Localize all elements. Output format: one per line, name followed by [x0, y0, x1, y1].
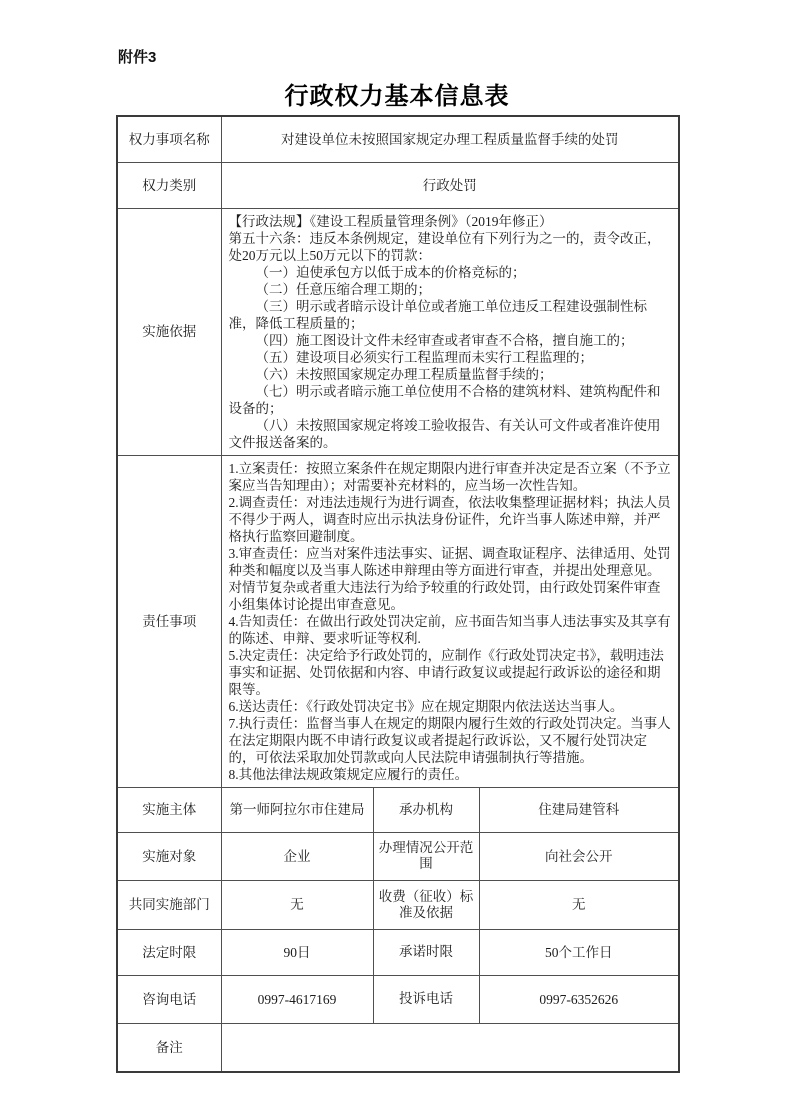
basis-paragraph: （三）明示或者暗示设计单位或者施工单位违反工程建设强制性标准，降低工程质量的；	[228, 298, 647, 331]
row-label-basis: 实施依据	[117, 208, 221, 455]
attachment-label: 附件3	[118, 49, 157, 66]
row-label-public-scope: 办理情况公开范围	[373, 832, 479, 880]
basis-paragraph: （一）迫使承包方以低于成本的价格竞标的；	[255, 264, 526, 280]
basis-paragraph: （四）施工图设计文件未经审查或者审查不合格，擅自施工的；	[255, 332, 634, 348]
basis-paragraph: （二）任意压缩合理工期的；	[255, 281, 431, 297]
row-value-joint: 无	[221, 880, 373, 929]
info-table	[116, 115, 680, 1073]
table-row-subject	[117, 787, 679, 832]
duty-paragraph: 1.立案责任：按照立案条件在规定期限内进行审查并决定是否立案（不予立案应当告知理由）；对需要补充材料的，应当场一次性告知。	[228, 460, 671, 493]
row-value-fee-standard: 无	[479, 880, 679, 929]
row-value-agency: 住建局建管科	[479, 787, 679, 832]
row-value-complaint-phone: 0997-6352626	[479, 975, 679, 1023]
basis-paragraph: 第五十六条：违反本条例规定，建设单位有下列行为之一的，责令改正，处20万元以上50万元以下的罚款：	[228, 230, 661, 263]
basis-paragraph: 【行政法规】《建设工程质量管理条例》（2019年修正）	[228, 213, 553, 229]
row-value-inquiry-phone: 0997-4617169	[221, 975, 373, 1023]
row-label-inquiry-phone: 咨询电话	[117, 975, 221, 1023]
row-label-subject: 实施主体	[117, 787, 221, 832]
row-label-promise-limit: 承诺时限	[373, 929, 479, 975]
basis-paragraph: （六）未按照国家规定办理工程质量监督手续的；	[255, 366, 553, 382]
row-label-fee-standard: 收费（征收）标准及依据	[373, 880, 479, 929]
table-row-power-type	[117, 162, 679, 208]
duty-paragraph: 2.调查责任：对违法违规行为进行调查，依法收集整理证据材料；执法人员不得少于两人，调查时应出示执法身份证件，允许当事人陈述申辩，并严格执行监察回避制度。	[228, 494, 671, 544]
row-value-item-name: 对建设单位未按照国家规定办理工程质量监督手续的处罚	[221, 116, 679, 162]
row-value-remark	[221, 1023, 679, 1072]
row-label-joint: 共同实施部门	[117, 880, 221, 929]
duty-paragraph: 5.决定责任：决定给予行政处罚的，应制作《行政处罚决定书》，载明违法事实和证据、处罚依据和内容、申请行政复议或提起行政诉讼的途径和期限等。	[228, 647, 664, 697]
row-value-basis	[221, 208, 679, 455]
duty-paragraph: 7.执行责任：监督当事人在规定的期限内履行生效的行政处罚决定。当事人在法定期限内既不申请行政复议或者提起行政诉讼，又不履行处罚决定的，可依法采取加处罚款或向人民法院申请强制执行等措施。	[228, 715, 671, 765]
duty-paragraph: 8.其他法律法规政策规定应履行的责任。	[228, 766, 469, 782]
duty-paragraph: 4.告知责任：在做出行政处罚决定前，应书面告知当事人违法事实及其享有的陈述、申辩、要求听证等权利.	[228, 613, 671, 646]
table-row-phone	[117, 975, 679, 1023]
table-row-remark	[117, 1023, 679, 1072]
row-value-legal-limit: 90日	[221, 929, 373, 975]
table-row-item-name	[117, 116, 679, 162]
basis-paragraph: （八）未按照国家规定将竣工验收报告、有关认可文件或者准许使用文件报送备案的。	[228, 417, 661, 450]
row-value-duty	[221, 455, 679, 787]
row-label-item-name: 权力事项名称	[117, 116, 221, 162]
row-label-duty: 责任事项	[117, 455, 221, 787]
table-row-target	[117, 832, 679, 880]
duty-paragraph: 6.送达责任：《行政处罚决定书》应在规定期限内依法送达当事人。	[228, 698, 624, 714]
row-label-agency: 承办机构	[373, 787, 479, 832]
row-value-power-type: 行政处罚	[221, 162, 679, 208]
row-value-public-scope: 向社会公开	[479, 832, 679, 880]
basis-paragraph: （七）明示或者暗示施工单位使用不合格的建筑材料、建筑构配件和设备的；	[228, 383, 661, 416]
basis-paragraph: （五）建设项目必须实行工程监理而未实行工程监理的；	[255, 349, 593, 365]
duty-paragraph: 3.审查责任：应当对案件违法事实、证据、调查取证程序、法律适用、处罚种类和幅度以及当事人陈述申辩理由等方面进行审查，并提出处理意见。对情节复杂或者重大违法行为给予较重的行政处罚，由行政处罚案件审查小组集体讨论提出审查意见。	[228, 545, 671, 612]
row-label-target: 实施对象	[117, 832, 221, 880]
table-row-joint	[117, 880, 679, 929]
row-label-power-type: 权力类别	[117, 162, 221, 208]
table-row-duty	[117, 455, 679, 787]
table-row-time-limit	[117, 929, 679, 975]
row-label-remark: 备注	[117, 1023, 221, 1072]
row-value-subject: 第一师阿拉尔市住建局	[221, 787, 373, 832]
row-label-legal-limit: 法定时限	[117, 929, 221, 975]
table-row-basis	[117, 208, 679, 455]
page-title: 行政权力基本信息表	[284, 84, 510, 110]
row-value-promise-limit: 50个工作日	[479, 929, 679, 975]
row-value-target: 企业	[221, 832, 373, 880]
row-label-complaint-phone: 投诉电话	[373, 975, 479, 1023]
